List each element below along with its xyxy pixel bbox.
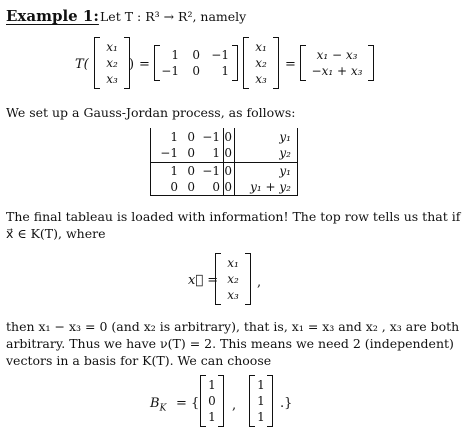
m-11: 1 xyxy=(171,48,179,62)
result-row-1: x₁ − x₃ xyxy=(316,48,358,62)
tab-r3-c4: 0 xyxy=(224,164,232,178)
gauss-jordan-tableau xyxy=(150,128,298,196)
input-x2: x₂ xyxy=(106,56,118,70)
basis-comma: , xyxy=(232,398,237,413)
tab-r2-c3: 1 xyxy=(212,146,220,160)
tab-r3-rhs: y₁ xyxy=(279,164,291,178)
intro-text: We set up a Gauss-Jordan process, as follows: xyxy=(6,105,296,120)
tab-r2-c2: 0 xyxy=(187,146,195,160)
tab-r4-c4: 0 xyxy=(224,180,232,194)
paragraph-1-line-2: x⃗ ∈ K(T), where xyxy=(6,226,106,241)
b2-row-3: 1 xyxy=(257,410,265,424)
tab-r1-c3: −1 xyxy=(202,130,220,144)
m-21: −1 xyxy=(161,64,179,78)
tab-r4-c1: 0 xyxy=(170,180,178,194)
paragraph-2-line-3: vectors in a basis for K(T). We can choose xyxy=(6,353,272,368)
m-13: −1 xyxy=(211,48,229,62)
tab-r4-c3: 0 xyxy=(212,180,220,194)
basis-close: .} xyxy=(280,396,293,411)
transform-matrix xyxy=(154,45,238,81)
input-vector xyxy=(94,37,130,89)
b1-row-2: 0 xyxy=(208,394,216,408)
paragraph-1-line-1: The final tableau is loaded with information! The top row tells us that if xyxy=(6,209,461,224)
x-vector-comma: , xyxy=(257,275,262,290)
basis-symbol: B xyxy=(150,396,160,411)
result-vector xyxy=(300,45,374,81)
tab-r4-rhs: y₁ + y₂ xyxy=(250,180,291,194)
tab-r2-c1: −1 xyxy=(160,146,178,160)
basis-vector-1 xyxy=(200,375,224,427)
basis-vector-2 xyxy=(249,375,273,427)
equals-2: = xyxy=(285,57,296,72)
tab-r1-rhs: y₁ xyxy=(279,130,291,144)
mul-x2: x₂ xyxy=(255,56,267,70)
tab-r1-c1: 1 xyxy=(170,130,178,144)
multiplied-vector xyxy=(243,37,279,89)
result-row-2: −x₁ + x₃ xyxy=(311,64,363,78)
mul-x1: x₁ xyxy=(255,40,267,54)
t-function: T( xyxy=(75,57,89,72)
tab-r3-c1: 1 xyxy=(170,164,178,178)
example-label: Example 1: xyxy=(6,7,99,25)
xvec-x2: x₂ xyxy=(227,272,239,286)
paragraph-2-line-2: arbitrary. Thus we have ν(T) = 2. This means we need 2 (independent) xyxy=(6,336,454,351)
xvec-x1: x₁ xyxy=(227,256,239,270)
tab-r1-c2: 0 xyxy=(187,130,195,144)
m-23: 1 xyxy=(221,64,229,78)
tab-r2-c4: 0 xyxy=(224,146,232,160)
b2-row-2: 1 xyxy=(257,394,265,408)
example-heading xyxy=(6,6,99,26)
paragraph-2-line-1: then x₁ − x₃ = 0 (and x₂ is arbitrary), that is, x₁ = x₃ and x₂ , x₃ are both xyxy=(6,319,460,334)
tab-r4-c2: 0 xyxy=(187,180,195,194)
input-x3: x₃ xyxy=(106,72,118,86)
basis-label xyxy=(150,396,166,414)
x-vector xyxy=(215,253,251,305)
equals-1: = xyxy=(139,57,150,72)
basis-equals-brace: = { xyxy=(176,396,200,411)
tab-r1-c4: 0 xyxy=(224,130,232,144)
t-function-close: ) xyxy=(129,57,135,72)
m-22: 0 xyxy=(192,64,200,78)
tab-r3-c3: −1 xyxy=(202,164,220,178)
b1-row-3: 1 xyxy=(208,410,216,424)
m-12: 0 xyxy=(192,48,200,62)
b2-row-1: 1 xyxy=(257,378,265,392)
basis-subscript: K xyxy=(159,403,167,414)
tab-r2-rhs: y₂ xyxy=(279,146,291,160)
heading-text: Let T : R³ → R², namely xyxy=(100,9,247,24)
xvec-x3: x₃ xyxy=(227,288,239,302)
x-vector-label: x⃗ = xyxy=(188,273,219,288)
tab-r3-c2: 0 xyxy=(187,164,195,178)
mul-x3: x₃ xyxy=(255,72,267,86)
b1-row-1: 1 xyxy=(208,378,216,392)
input-x1: x₁ xyxy=(106,40,118,54)
